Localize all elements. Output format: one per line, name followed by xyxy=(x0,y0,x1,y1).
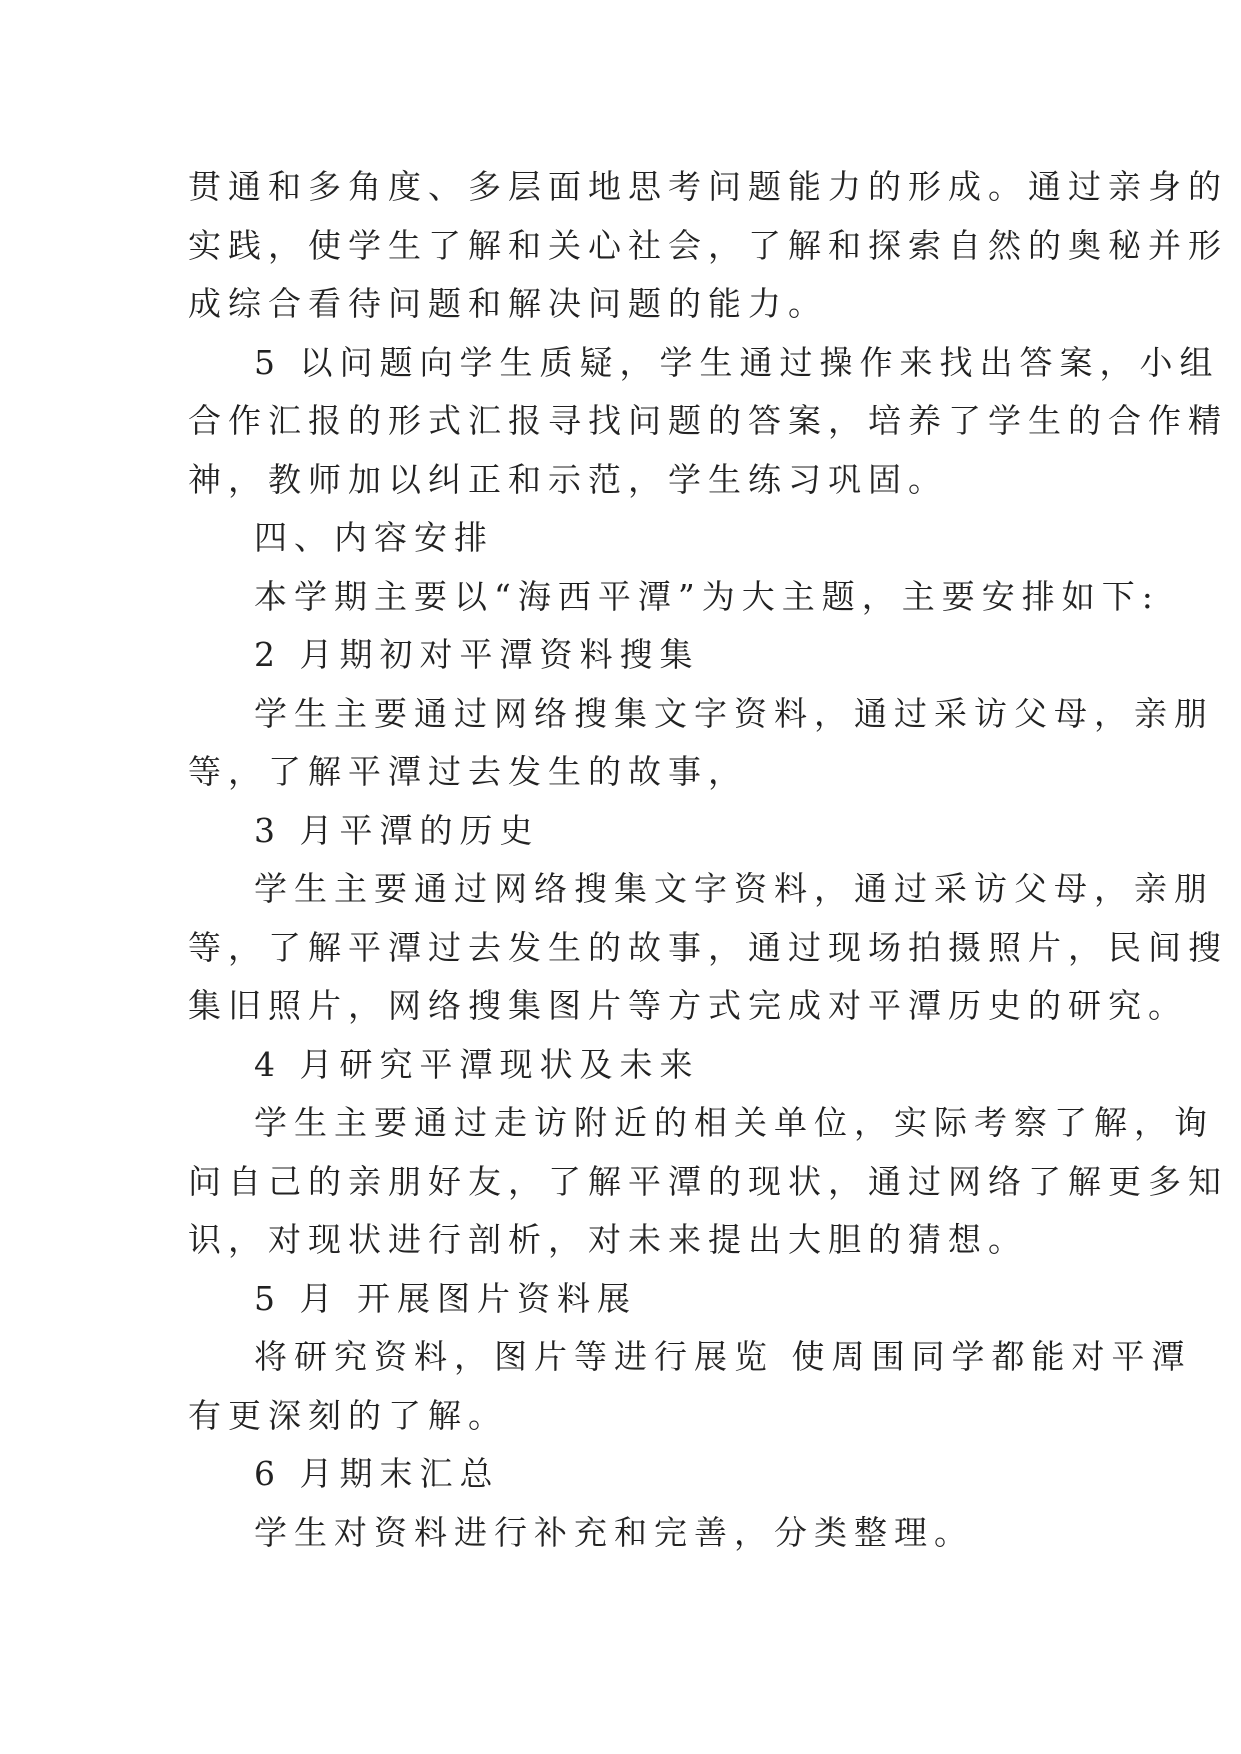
text-line: 集旧照片，网络搜集图片等方式完成对平潭历史的研究。 xyxy=(188,986,1188,1025)
text-line: 等，了解平潭过去发生的故事，通过现场拍摄照片，民间搜 xyxy=(188,927,1228,967)
text-line: 贯通和多角度、多层面地思考问题能力的形成。通过亲身的 xyxy=(188,167,1228,206)
text-line: 将研究资料，图片等进行展览 使周围同学都能对平潭 xyxy=(254,1337,1192,1376)
month-heading: 2 月期初对平潭资料搜集 xyxy=(254,635,700,674)
month-heading: 5 月 开展图片资料展 xyxy=(254,1278,637,1318)
text-line: 实践，使学生了解和关心社会，了解和探索自然的奥秘并形 xyxy=(188,225,1228,265)
text-line: 合作汇报的形式汇报寻找问题的答案，培养了学生的合作精 xyxy=(188,401,1228,440)
month-heading: 6 月期末汇总 xyxy=(254,1454,500,1493)
month-heading: 4 月研究平潭现状及未来 xyxy=(254,1044,700,1084)
text-line: 等，了解平潭过去发生的故事， xyxy=(188,752,748,791)
text-line: 学生对资料进行补充和完善，分类整理。 xyxy=(254,1512,974,1552)
text-line: 有更深刻的了解。 xyxy=(188,1395,508,1435)
text-line: 神，教师加以纠正和示范，学生练习巩固。 xyxy=(188,459,948,499)
text-line: 成综合看待问题和解决问题的能力。 xyxy=(188,284,828,323)
text-line: 5 以问题向学生质疑，学生通过操作来找出答案，小组 xyxy=(254,342,1220,382)
text-line: 识，对现状进行剖析，对未来提出大胆的猜想。 xyxy=(188,1220,1028,1259)
text-line: 学生主要通过网络搜集文字资料，通过采访父母，亲朋 xyxy=(254,869,1214,908)
text-line: 学生主要通过网络搜集文字资料，通过采访父母，亲朋 xyxy=(254,693,1214,733)
text-line: 本学期主要以“海西平潭”为大主题，主要安排如下: xyxy=(254,576,1160,616)
text-line: 学生主要通过走访附近的相关单位，实际考察了解，询 xyxy=(254,1103,1214,1142)
text-line: 问自己的亲朋好友，了解平潭的现状，通过网络了解更多知 xyxy=(188,1161,1228,1201)
section-heading: 四、内容安排 xyxy=(254,518,494,557)
month-heading: 3 月平潭的历史 xyxy=(254,810,540,850)
